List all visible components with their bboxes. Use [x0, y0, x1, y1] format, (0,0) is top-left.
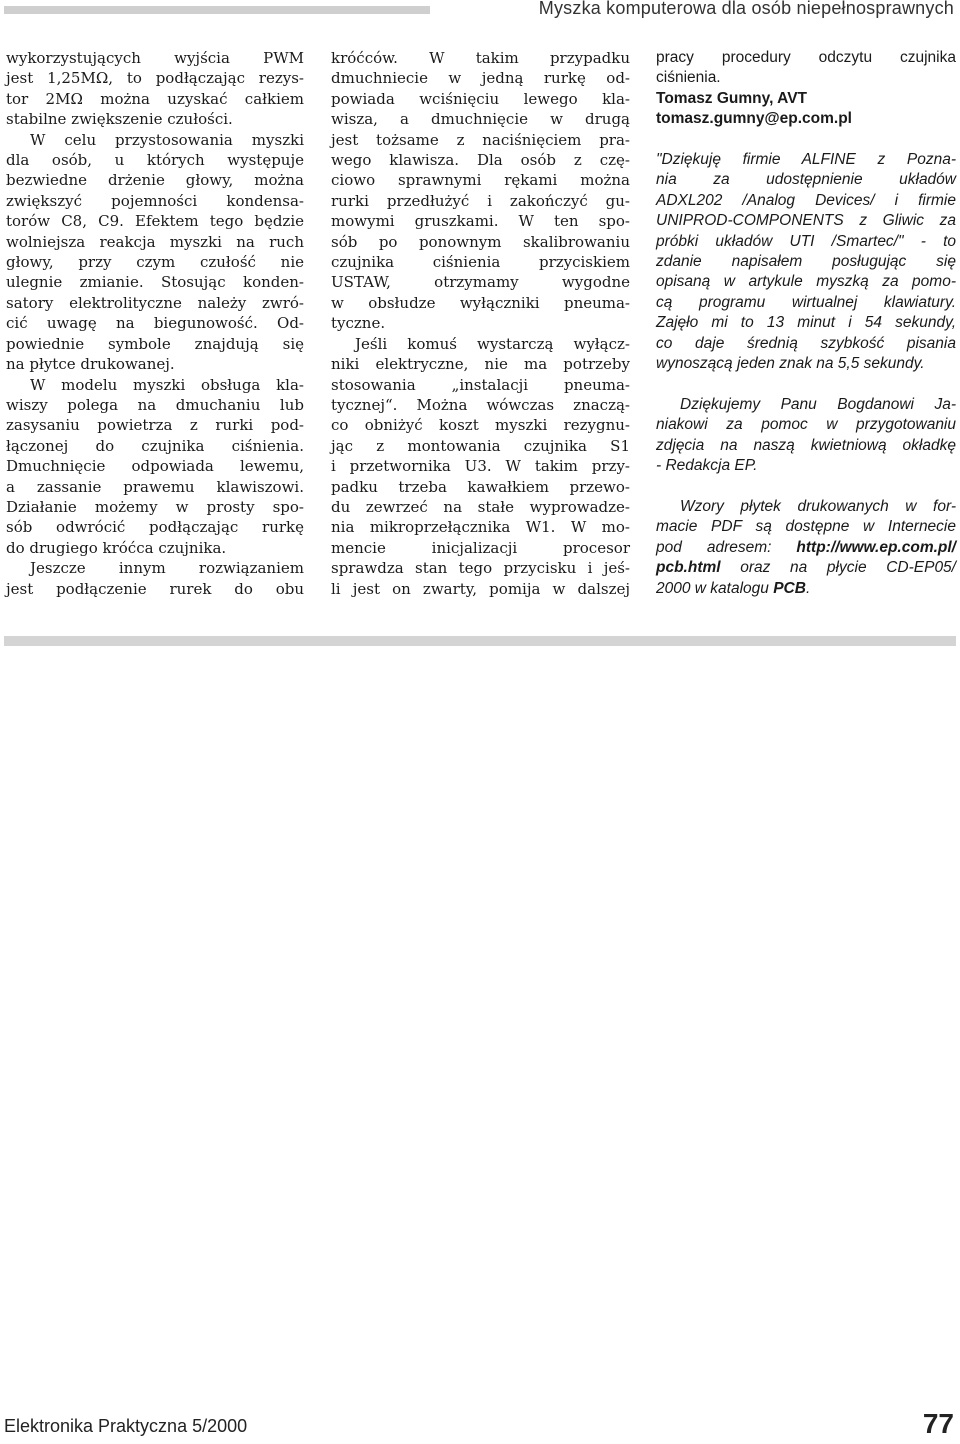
footer-page-number: 77 [922, 1408, 954, 1439]
text-line: mowymi gruszkami. W ten spo- [331, 212, 630, 231]
text-line: "Dziękuję firmie ALFINE z Pozna- [656, 151, 956, 169]
author-email[interactable]: tomasz.gumny@ep.com.pl [656, 110, 852, 128]
text-line: czujnika ciśnienia przyciskiem [331, 253, 630, 272]
editorial-thanks-note [656, 395, 956, 477]
text-line: nia za udostępnienie układów [656, 171, 956, 189]
text-line: du zewrzeć na stałe wyprowadze- [331, 497, 630, 516]
author-thanks-note [656, 150, 956, 374]
text-line: a zassanie prawemu klawiszowi. [6, 477, 304, 496]
text-line: na płytce drukowanej. [6, 355, 175, 374]
text-line: rurki przedłużyć i zakończyć gu- [331, 191, 630, 210]
text-line: ciśnienia. [656, 69, 721, 87]
text-line: Zajęło mi to 13 minut i 54 sekundy, [656, 314, 956, 332]
text-line: nia mikroprzełącznika W1. W mo- [331, 518, 630, 537]
text-line: zdjęcia na naszą kwietniową okładkę [656, 436, 956, 454]
pcb-note-line: 2000 w katalogu PCB. [656, 579, 811, 597]
text-line: co daje średnią szybkość pisania [656, 334, 956, 352]
text-column-3 [656, 48, 956, 599]
text-line: Działanie możemy w prosty spo- [6, 497, 304, 516]
text-line: niki elektryczne, nie ma potrzeby [331, 355, 630, 374]
text-line: powiednie symbole znajdują się [6, 334, 304, 353]
text-line: próbki układów UTI /Smartec/" - to [656, 232, 956, 250]
text-line: UNIPROD-COMPONENTS z Gliwic za [656, 212, 956, 230]
footer-magazine-issue: Elektronika Praktyczna 5/2000 [4, 1416, 248, 1436]
text-line: wykorzystujących wyjścia PWM [6, 49, 304, 67]
text-line: tyczne. [331, 314, 386, 333]
text-line: w obsłudze wyłączniki pneuma- [331, 293, 630, 312]
pcb-catalog-name: PCB [773, 579, 806, 597]
text-line: głowy, przy czym czułość nie [6, 253, 304, 272]
text-line: Dziękujemy Panu Bogdanowi Ja- [680, 395, 956, 413]
section-divider-bar [4, 636, 956, 646]
text-line: bezwiedne drżenie głowy, można [6, 171, 304, 190]
text-line: mencie inicjalizacji procesor [331, 538, 630, 557]
pcb-url-link[interactable]: http://www.ep.com.pl/ [796, 538, 956, 556]
text-line: co obniżyć koszt myszki rezygnu- [331, 416, 630, 435]
text-line: ADXL202 /Analog Devices/ i firmie [656, 191, 956, 209]
text-line: dla osób, u których występuje [6, 151, 304, 170]
header-rule [4, 6, 430, 14]
text-line: jest tożsame z naciśnięciem pra- [331, 130, 630, 149]
text-line: pracy procedury odczytu czujnika [656, 49, 956, 66]
text-line: wiszy polega na dmuchaniu lub [6, 395, 304, 414]
text-line: sprawdza stan tego przycisku i jeś- [331, 559, 630, 578]
text-line: króćców. W takim przypadku [331, 49, 630, 67]
text-column-1 [6, 48, 304, 599]
text-line: - Redakcja EP. [656, 457, 758, 475]
pcb-note-line: macie PDF są dostępne w Internecie [656, 518, 956, 536]
text-column-2 [331, 48, 630, 599]
text-line: tycznej“. Można wówczas znaczą- [331, 395, 630, 414]
text-line: USTAW, otrzymamy wygodne [331, 273, 630, 292]
text-line: i przetwornika U3. W takim przy- [331, 457, 630, 476]
text-line: stosowania „instalacji pneuma- [331, 375, 630, 394]
text-line: W modelu myszki obsługa kla- [30, 375, 304, 394]
text-line: ulegnie zmianie. Stosując konden- [6, 273, 304, 292]
author-name: Tomasz Gumny, AVT [656, 89, 807, 107]
text-line: wolniejsza reakcja myszki na ruch [6, 232, 304, 251]
pcb-download-note [656, 497, 956, 599]
text-line: dmuchniecie w jedną rurkę od- [331, 69, 630, 88]
text-line: wynoszącą jeden znak na 5,5 sekundy. [656, 355, 925, 373]
text-line: W celu przystosowania myszki [30, 130, 304, 149]
running-header-title: Myszka komputerowa dla osób niepełnosprawnych [538, 0, 954, 18]
text-line: sób po ponownym skalibrowaniu [331, 232, 630, 251]
pcb-url-link-cont[interactable]: pcb.html [656, 559, 721, 577]
text-line: torów C8, C9. Efektem tego będzie [6, 212, 304, 231]
text-line: opisaną w artykule myszką za pomo- [656, 273, 956, 291]
text-line: Jeszcze innym rozwiązaniem [30, 559, 304, 578]
text-line: Dmuchnięcie odpowiada lewemu, [6, 457, 304, 476]
text-line: padku trzeba kawałkiem przewo- [331, 477, 630, 496]
text-line: cić uwagę na biegunowość. Od- [6, 314, 304, 333]
text-line: jest podłączenie rurek do obu [6, 579, 304, 598]
text-line: zasysaniu powietrza z rurki pod- [6, 416, 304, 435]
text-line: jąc z montowania czujnika S1 [331, 436, 630, 455]
text-line: tor 2MΩ można uzyskać całkiem [6, 89, 304, 108]
text-line: jest 1,25MΩ, to podłączając rezys- [6, 69, 304, 88]
text-line: wisza, a dmuchnięcie w drugą [331, 110, 630, 129]
text-line: niakowi za pomoc w przygotowaniu [656, 416, 956, 434]
text-line: zdanie napisałem posługując się [656, 253, 956, 271]
text-line: li jest on zwarty, pomija w dalszej [331, 579, 630, 598]
text-line: zwiększyć pojemności kondensa- [6, 191, 304, 210]
text-line: powiada wciśnięciu lewego kla- [331, 89, 630, 108]
pcb-note-line: Wzory płytek drukowanych w for- [680, 497, 956, 515]
text-line: satory elektrolityczne należy zwró- [6, 293, 304, 312]
pcb-note-line: pod adresem: http://www.ep.com.pl/ [656, 538, 956, 556]
text-line: do drugiego króćca czujnika. [6, 538, 227, 557]
text-line: łączonej do czujnika ciśnienia. [6, 436, 304, 455]
text-line: wego klawisza. Dla osób z czę- [331, 151, 630, 170]
pcb-note-line: pcb.html oraz na płycie CD-EP05/ [656, 559, 956, 577]
text-line: Jeśli komuś wystarczą wyłącz- [355, 334, 630, 353]
text-line: ciowo sprawnymi rękami można [331, 171, 630, 190]
text-line: cą programu wirtualnej klawiatury. [656, 293, 956, 311]
text-line: sób odwrócić podłączając rurkę [6, 518, 304, 537]
text-line: stabilne zwiększenie czułości. [6, 110, 233, 129]
column3-intro [656, 48, 956, 89]
